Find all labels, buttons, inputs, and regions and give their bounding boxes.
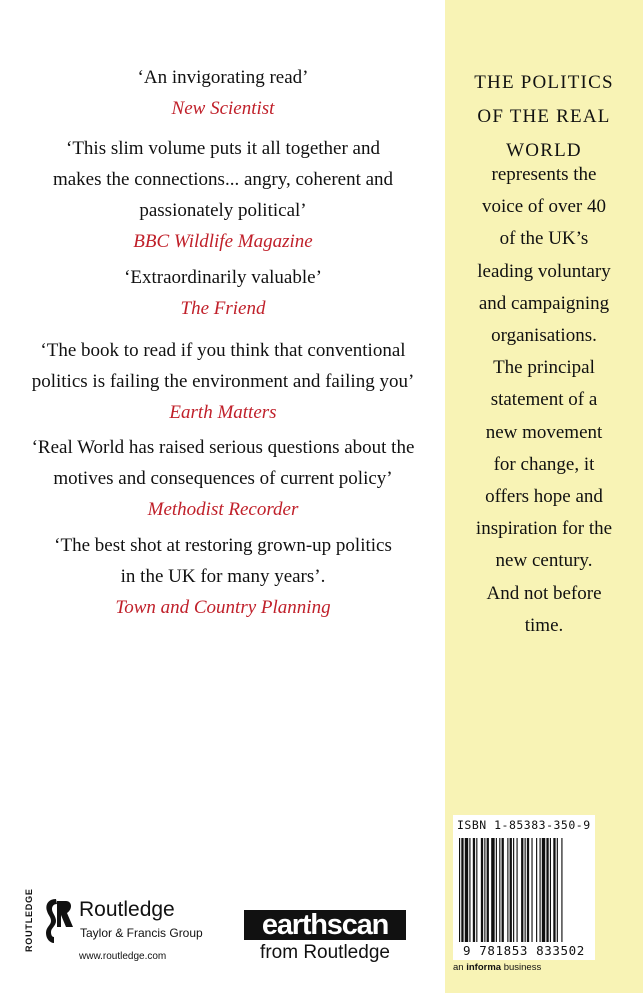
blurb-title-line: THE POLITICS	[474, 72, 614, 93]
blurb-line: And not before	[486, 582, 602, 604]
blurb-title-line: OF THE REAL	[477, 106, 611, 127]
quote-text: makes the connections... angry, coherent and	[52, 169, 394, 190]
informa-suffix: business	[501, 962, 542, 973]
barcode-bars-icon	[459, 838, 591, 942]
blurb-line: of the UK’s	[499, 228, 589, 250]
ean-number: 9 781853 833502	[463, 943, 585, 958]
review-quote	[18, 262, 428, 324]
informa-prefix: an	[453, 962, 467, 973]
blurb-body	[445, 159, 643, 642]
isbn-label: ISBN 1-85383-350-9	[457, 818, 591, 832]
quote-text: motives and consequences of current policy’	[53, 468, 393, 489]
publisher-name: Routledge	[79, 898, 175, 921]
publisher-url: www.routledge.com	[79, 951, 167, 962]
quote-source: The Friend	[180, 298, 266, 319]
blurb-line: inspiration for the	[475, 518, 613, 540]
blurb-line: The principal	[493, 357, 595, 379]
quote-text: ‘The best shot at restoring grown-up politics	[54, 535, 392, 556]
blurb-line: and campaigning	[478, 292, 610, 314]
informa-tagline	[453, 962, 603, 973]
blurb-line: statement of a	[490, 389, 598, 411]
review-quote	[18, 133, 428, 257]
routledge-vertical-label: ROUTLEDGE	[24, 888, 34, 952]
review-quote	[18, 530, 428, 623]
review-quote	[18, 432, 428, 525]
blurb-line: offers hope and	[485, 486, 603, 508]
blurb-line: represents the	[491, 164, 597, 185]
imprint-line: from Routledge	[260, 942, 390, 963]
quote-text: ‘Extraordinarily valuable’	[124, 267, 322, 288]
blurb-line: organisations.	[491, 325, 597, 347]
quote-source: New Scientist	[171, 98, 275, 119]
quote-source: Methodist Recorder	[147, 499, 299, 520]
earthscan-logo: earthscan	[244, 910, 406, 940]
quote-text: ‘The book to read if you think that conventional	[40, 340, 406, 361]
publisher-group: Taylor & Francis Group	[80, 926, 203, 940]
informa-brand: informa	[466, 962, 502, 973]
barcode	[453, 815, 595, 960]
blurb-title-line: WORLD	[506, 140, 582, 161]
blurb-line: new century.	[495, 550, 593, 572]
review-quote	[18, 335, 428, 428]
quote-source: BBC Wildlife Magazine	[133, 231, 313, 252]
blurb-line: for change, it	[493, 453, 595, 475]
blurb-line: leading voluntary	[477, 260, 611, 282]
quote-text: passionately political’	[139, 200, 307, 221]
quote-text: ‘Real World has raised serious questions about the	[31, 437, 415, 458]
quote-text: politics is failing the environment and failing you’	[31, 371, 415, 392]
quote-text: ‘This slim volume puts it all together and	[66, 138, 380, 159]
quote-source: Earth Matters	[169, 402, 277, 423]
routledge-logo-icon	[42, 897, 74, 945]
blurb-line: new movement	[485, 421, 603, 443]
blurb-title	[445, 66, 643, 168]
quote-source: Town and Country Planning	[115, 597, 331, 618]
blurb-line: voice of over 40	[482, 196, 606, 218]
blurb-line: time.	[524, 614, 564, 636]
quote-text: ‘An invigorating read’	[137, 67, 309, 88]
review-quote	[18, 62, 428, 124]
quote-text: in the UK for many years’.	[120, 566, 326, 587]
